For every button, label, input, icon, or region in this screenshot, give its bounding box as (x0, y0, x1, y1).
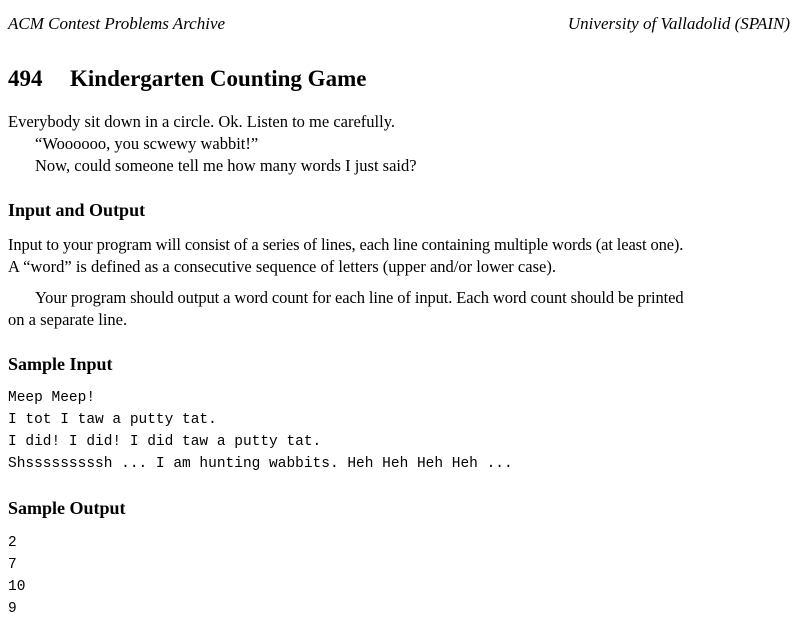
sample-input-line: I did! I did! I did taw a putty tat. (8, 434, 322, 450)
input-output-heading: Input and Output (8, 200, 146, 220)
problem-name: Kindergarten Counting Game (70, 66, 367, 91)
sample-output-heading: Sample Output (8, 498, 126, 518)
sample-output-line: 7 (8, 557, 17, 573)
io-paragraph-1-line-2: A “word” is defined as a consecutive sequence of letters (upper and/or lower case). (8, 257, 556, 276)
sample-input-line: Shsssssssssh ... I am hunting wabbits. Heh Heh Heh Heh ... (8, 456, 513, 472)
io-paragraph-2-line-1: Your program should output a word count for each line of input. Each word count should be printed (35, 288, 684, 307)
sample-output-line: 2 (8, 535, 17, 551)
io-paragraph-1-line-1: Input to your program will consist of a series of lines, each line containing multiple words (at least one). (8, 235, 684, 254)
problem-title (8, 66, 366, 92)
university-header: University of Valladolid (SPAIN) (567, 14, 790, 33)
intro-line-1: Everybody sit down in a circle. Ok. Listen to me carefully. (8, 112, 396, 131)
io-paragraph-2-line-2: on a separate line. (8, 310, 128, 329)
intro-line-2: “Woooooo, you scwewy wabbit!” (35, 134, 259, 153)
problem-number: 494 (8, 66, 43, 91)
sample-output-line: 9 (8, 601, 17, 617)
sample-input-heading: Sample Input (8, 354, 113, 374)
sample-input-line: I tot I taw a putty tat. (8, 412, 217, 428)
archive-header: ACM Contest Problems Archive (8, 14, 226, 33)
intro-line-3: Now, could someone tell me how many words I just said? (35, 156, 417, 175)
document-page (8, 0, 790, 619)
sample-output-line: 10 (8, 579, 26, 595)
sample-input-line: Meep Meep! (8, 390, 96, 406)
